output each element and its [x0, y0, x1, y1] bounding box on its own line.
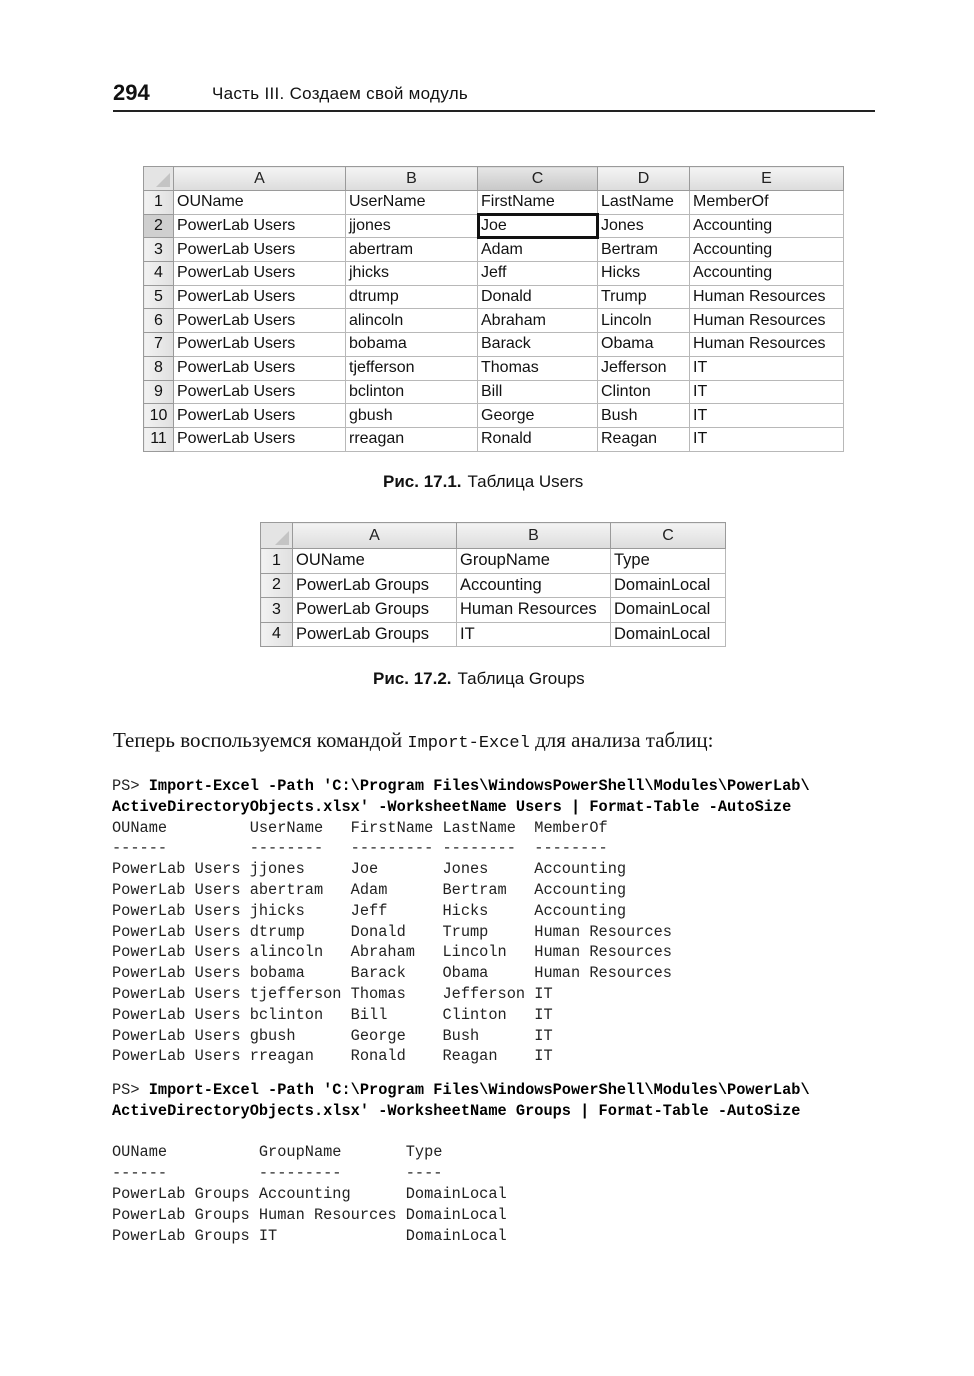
cell-D1[interactable]: LastName — [598, 191, 690, 215]
code-line — [112, 1205, 810, 1226]
figure-caption-17-1 — [383, 472, 583, 492]
cell-C9[interactable]: Bill — [478, 380, 598, 404]
inline-code: Import-Excel — [407, 734, 530, 753]
cell-B2[interactable]: Accounting — [457, 573, 611, 598]
code-line — [112, 1142, 810, 1163]
cell-C5[interactable]: Donald — [478, 285, 598, 309]
row-header[interactable]: 7 — [144, 333, 174, 357]
cell-C3[interactable]: Adam — [478, 238, 598, 262]
row-header[interactable]: 5 — [144, 285, 174, 309]
column-header-B[interactable]: B — [346, 167, 478, 191]
page-number: 294 — [113, 80, 150, 105]
code-text: PowerLab Users alincoln Abraham Lincoln Human Resources — [112, 943, 672, 962]
cell-B4[interactable]: IT — [457, 622, 611, 647]
cell-B3[interactable]: Human Resources — [457, 598, 611, 623]
select-all-corner[interactable] — [261, 523, 293, 549]
cell-A6[interactable]: PowerLab Users — [174, 309, 346, 333]
column-header-B[interactable]: B — [457, 523, 611, 549]
cell-C1[interactable]: Type — [611, 549, 726, 574]
cell-B5[interactable]: dtrump — [346, 285, 478, 309]
cell-E7[interactable]: Human Resources — [690, 333, 844, 357]
cell-E6[interactable]: Human Resources — [690, 309, 844, 333]
table-row — [144, 380, 844, 404]
code-text: PowerLab Users tjefferson Thomas Jefferson IT — [112, 984, 553, 1003]
cell-D7[interactable]: Obama — [598, 333, 690, 357]
cell-B9[interactable]: bclinton — [346, 380, 478, 404]
caption-label: Рис. 17.1. — [383, 472, 462, 491]
cell-B3[interactable]: abertram — [346, 238, 478, 262]
cell-A11[interactable]: PowerLab Users — [174, 427, 346, 451]
cell-B7[interactable]: bobama — [346, 333, 478, 357]
cell-A2[interactable]: PowerLab Groups — [293, 573, 457, 598]
cell-E8[interactable]: IT — [690, 356, 844, 380]
row-header[interactable]: 6 — [144, 309, 174, 333]
table-row — [144, 309, 844, 333]
row-header[interactable]: 9 — [144, 380, 174, 404]
cell-E2[interactable]: Accounting — [690, 214, 844, 238]
cell-C2[interactable]: DomainLocal — [611, 573, 726, 598]
row-header[interactable]: 2 — [144, 214, 174, 238]
cell-B10[interactable]: gbush — [346, 404, 478, 428]
row-header[interactable]: 4 — [261, 622, 293, 647]
cell-C10[interactable]: George — [478, 404, 598, 428]
header-rule — [113, 110, 875, 112]
table-row — [144, 404, 844, 428]
cell-D3[interactable]: Bertram — [598, 238, 690, 262]
code-line — [112, 1226, 810, 1247]
code-text: PowerLab Groups Accounting DomainLocal — [112, 1184, 507, 1203]
code-line — [112, 1046, 810, 1067]
cell-D2[interactable]: Jones — [598, 214, 690, 238]
cell-D11[interactable]: Reagan — [598, 427, 690, 451]
cell-A1[interactable]: OUName — [293, 549, 457, 574]
code-text: PowerLab Users abertram Adam Bertram Accounting — [112, 880, 627, 899]
code-text: ------ --------- ---- — [112, 1164, 443, 1183]
code-line — [112, 942, 810, 963]
cell-B11[interactable]: rreagan — [346, 427, 478, 451]
cell-E9[interactable]: IT — [690, 380, 844, 404]
cell-D8[interactable]: Jefferson — [598, 356, 690, 380]
cell-C1[interactable]: FirstName — [478, 191, 598, 215]
code-line — [112, 880, 810, 901]
select-all-corner[interactable] — [144, 167, 174, 191]
code-text: PowerLab Users dtrump Donald Trump Human Resources — [112, 922, 672, 941]
column-header-D[interactable]: D — [598, 167, 690, 191]
column-header-E[interactable]: E — [690, 167, 844, 191]
code-line — [112, 1101, 810, 1122]
code-line — [112, 963, 810, 984]
cell-A3[interactable]: PowerLab Users — [174, 238, 346, 262]
cell-B4[interactable]: jhicks — [346, 262, 478, 286]
cell-B1[interactable]: GroupName — [457, 549, 611, 574]
cell-C11[interactable]: Ronald — [478, 427, 598, 451]
code-text: OUName GroupName Type — [112, 1143, 443, 1162]
running-header: Часть III. Создаем свой модуль — [212, 84, 469, 103]
cell-A4[interactable]: PowerLab Users — [174, 262, 346, 286]
table-row — [144, 285, 844, 309]
cell-D10[interactable]: Bush — [598, 404, 690, 428]
code-command: Import-Excel -Path 'C:\Program Files\WindowsPowerShell\Modules\PowerLab\ — [148, 777, 810, 795]
cell-D5[interactable]: Trump — [598, 285, 690, 309]
cell-A3[interactable]: PowerLab Groups — [293, 598, 457, 623]
figure-caption-17-2 — [373, 669, 585, 689]
code-listing-groups — [112, 1080, 810, 1246]
row-header[interactable]: 3 — [144, 238, 174, 262]
row-header[interactable]: 2 — [261, 573, 293, 598]
code-text — [112, 1123, 121, 1141]
cell-A1[interactable]: OUName — [174, 191, 346, 215]
row-header[interactable]: 8 — [144, 356, 174, 380]
row-header[interactable]: 1 — [144, 191, 174, 215]
caption-text: Таблица Groups — [457, 669, 585, 688]
code-text: PowerLab Users bclinton Bill Clinton IT — [112, 1005, 553, 1024]
code-line — [112, 1122, 810, 1143]
cell-C3[interactable]: DomainLocal — [611, 598, 726, 623]
table-row — [144, 262, 844, 286]
code-text: PowerLab Users jjones Joe Jones Accounting — [112, 860, 627, 879]
code-text: PowerLab Users bobama Barack Obama Human Resources — [112, 964, 672, 983]
code-line — [112, 984, 810, 1005]
code-line — [112, 818, 810, 839]
cell-A8[interactable]: PowerLab Users — [174, 356, 346, 380]
column-header-C[interactable]: C — [611, 523, 726, 549]
cell-C4[interactable]: DomainLocal — [611, 622, 726, 647]
column-header-A[interactable]: A — [174, 167, 346, 191]
code-line — [112, 1163, 810, 1184]
code-line — [112, 1005, 810, 1026]
groups-spreadsheet — [260, 522, 726, 647]
cell-E1[interactable]: MemberOf — [690, 191, 844, 215]
table-row — [144, 427, 844, 451]
code-text: PowerLab Users jhicks Jeff Hicks Accounting — [112, 901, 627, 920]
code-text: PowerLab Users rreagan Ronald Reagan IT — [112, 1047, 553, 1066]
table-row — [261, 549, 726, 574]
table-row — [261, 573, 726, 598]
caption-text: Таблица Users — [467, 472, 584, 491]
cell-E11[interactable]: IT — [690, 427, 844, 451]
row-header[interactable]: 10 — [144, 404, 174, 428]
code-line — [112, 901, 810, 922]
cell-B2[interactable]: jjones — [346, 214, 478, 238]
cell-B8[interactable]: tjefferson — [346, 356, 478, 380]
code-text: ------ -------- --------- -------- -------- — [112, 839, 608, 858]
column-header-C[interactable]: C — [478, 167, 598, 191]
code-command: ActiveDirectoryObjects.xlsx' -WorksheetName Users | Format-Table -AutoSize — [112, 797, 792, 816]
table-row — [144, 238, 844, 262]
code-text: PS> — [112, 1081, 149, 1099]
code-command: Import-Excel -Path 'C:\Program Files\WindowsPowerShell\Modules\PowerLab\ — [148, 1081, 810, 1099]
code-line — [112, 776, 810, 797]
table-row — [144, 356, 844, 380]
cell-C6[interactable]: Abraham — [478, 309, 598, 333]
cell-C2[interactable]: Joe — [478, 214, 598, 238]
table-row — [261, 598, 726, 623]
caption-label: Рис. 17.2. — [373, 669, 452, 688]
cell-A2[interactable]: PowerLab Users — [174, 214, 346, 238]
table-row — [261, 622, 726, 647]
cell-B1[interactable]: UserName — [346, 191, 478, 215]
row-header[interactable]: 4 — [144, 262, 174, 286]
cell-E5[interactable]: Human Resources — [690, 285, 844, 309]
cell-C7[interactable]: Barack — [478, 333, 598, 357]
code-line — [112, 1184, 810, 1205]
code-line — [112, 797, 810, 818]
table-row — [144, 333, 844, 357]
code-text: OUName UserName FirstName LastName MemberOf — [112, 818, 608, 837]
users-spreadsheet — [143, 166, 844, 452]
cell-A9[interactable]: PowerLab Users — [174, 380, 346, 404]
code-line — [112, 922, 810, 943]
column-header-A[interactable]: A — [293, 523, 457, 549]
cell-C4[interactable]: Jeff — [478, 262, 598, 286]
text: для анализа таблиц: — [529, 728, 714, 752]
cell-D6[interactable]: Lincoln — [598, 309, 690, 333]
cell-D4[interactable]: Hicks — [598, 262, 690, 286]
cell-D9[interactable]: Clinton — [598, 380, 690, 404]
cell-E10[interactable]: IT — [690, 404, 844, 428]
row-header[interactable]: 11 — [144, 427, 174, 451]
code-line — [112, 1026, 810, 1047]
cell-B6[interactable]: alincoln — [346, 309, 478, 333]
cell-A10[interactable]: PowerLab Users — [174, 404, 346, 428]
code-text: PS> — [112, 777, 149, 795]
code-line — [112, 1080, 810, 1101]
row-header[interactable]: 1 — [261, 549, 293, 574]
cell-E3[interactable]: Accounting — [690, 238, 844, 262]
code-line — [112, 838, 810, 859]
body-paragraph — [113, 728, 714, 753]
cell-E4[interactable]: Accounting — [690, 262, 844, 286]
code-line — [112, 859, 810, 880]
cell-C8[interactable]: Thomas — [478, 356, 598, 380]
code-command: ActiveDirectoryObjects.xlsx' -WorksheetName Groups | Format-Table -AutoSize — [112, 1101, 801, 1120]
code-listing-users — [112, 776, 810, 1067]
cell-A7[interactable]: PowerLab Users — [174, 333, 346, 357]
code-text: PowerLab Groups IT DomainLocal — [112, 1226, 507, 1245]
code-text: PowerLab Users gbush George Bush IT — [112, 1026, 553, 1045]
code-text: PowerLab Groups Human Resources DomainLocal — [112, 1205, 507, 1224]
cell-A5[interactable]: PowerLab Users — [174, 285, 346, 309]
text: Теперь воспользуемся командой — [113, 728, 408, 752]
table-row — [144, 214, 844, 238]
row-header[interactable]: 3 — [261, 598, 293, 623]
table-row — [144, 191, 844, 215]
cell-A4[interactable]: PowerLab Groups — [293, 622, 457, 647]
